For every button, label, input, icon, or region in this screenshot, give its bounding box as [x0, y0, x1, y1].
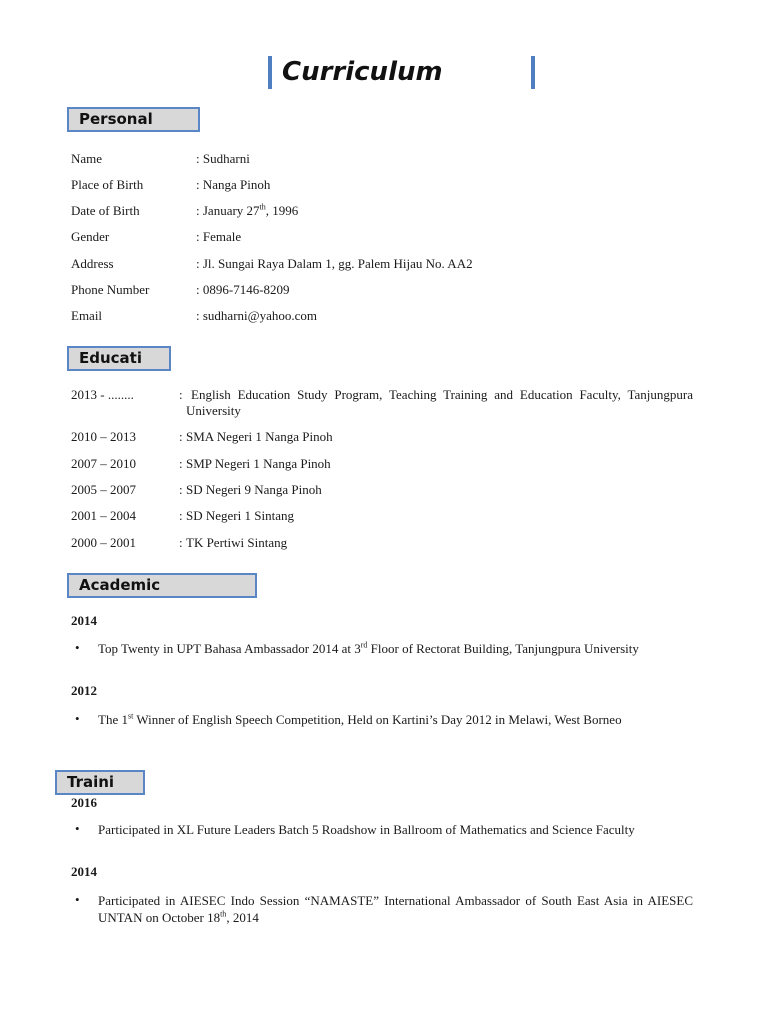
education-year: 2013 - ........	[71, 387, 134, 402]
personal-value: : Sudharni	[196, 151, 250, 166]
bullet-icon: •	[75, 892, 80, 907]
training-item-text: Participated in XL Future Leaders Batch 5 Roadshow in Ballroom of Mathematics and Science Faculty	[98, 822, 635, 837]
personal-value: : January 27th, 1996	[196, 202, 299, 218]
title-bar-right	[531, 56, 535, 89]
education-colon: :	[179, 429, 183, 444]
personal-label: Email	[71, 308, 103, 323]
bullet-icon: •	[75, 640, 80, 655]
personal-label: Date of Birth	[71, 203, 140, 218]
academic-item-text: The 1st Winner of English Speech Competition, Held on Kartini’s Day 2012 in Melawi, West Borneo	[98, 711, 622, 727]
bullet-icon: •	[75, 821, 80, 836]
education-colon: :	[179, 387, 183, 402]
education-text: SMA Negeri 1 Nanga Pinoh	[186, 429, 333, 444]
education-year: 2010 – 2013	[71, 429, 136, 444]
section-header-education: Educati	[67, 346, 171, 371]
education-text: SD Negeri 9 Nanga Pinoh	[186, 482, 322, 497]
title-bar-left	[268, 56, 272, 89]
education-colon: :	[179, 482, 183, 497]
personal-label: Phone Number	[71, 282, 150, 297]
page-title: Curriculum	[282, 57, 443, 87]
training-year: 2016	[71, 795, 97, 810]
education-colon: :	[179, 508, 183, 523]
education-text: TK Pertiwi Sintang	[186, 535, 288, 550]
academic-year: 2014	[71, 613, 97, 628]
section-header-academic: Academic	[67, 573, 257, 598]
education-year: 2007 – 2010	[71, 456, 136, 471]
personal-label: Name	[71, 151, 103, 166]
education-colon: :	[179, 535, 183, 550]
academic-item-text: Top Twenty in UPT Bahasa Ambassador 2014 at 3rd Floor of Rectorat Building, Tanjungpura University	[98, 640, 639, 656]
education-text: SD Negeri 1 Sintang	[186, 508, 294, 523]
section-header-training: Traini	[55, 770, 145, 795]
education-text: English Education Study Program, Teaching Training and Education Faculty, Tanjungpura University	[186, 387, 693, 418]
title-block	[268, 56, 538, 90]
personal-value: : Jl. Sungai Raya Dalam 1, gg. Palem Hijau No. AA2	[196, 256, 473, 271]
academic-year: 2012	[71, 683, 97, 698]
education-colon: :	[179, 456, 183, 471]
personal-value: : Female	[196, 229, 242, 244]
personal-label: Place of Birth	[71, 177, 144, 192]
personal-value: : sudharni@yahoo.com	[196, 308, 318, 323]
education-year: 2001 – 2004	[71, 508, 136, 523]
education-text: SMP Negeri 1 Nanga Pinoh	[186, 456, 331, 471]
training-year: 2014	[71, 864, 97, 879]
education-year: 2000 – 2001	[71, 535, 136, 550]
personal-label: Address	[71, 256, 114, 271]
section-header-personal: Personal	[67, 107, 200, 132]
personal-value: : Nanga Pinoh	[196, 177, 271, 192]
bullet-icon: •	[75, 711, 80, 726]
education-year: 2005 – 2007	[71, 482, 136, 497]
personal-label: Gender	[71, 229, 110, 244]
personal-value: : 0896-7146-8209	[196, 282, 290, 297]
training-item-text: Participated in AIESEC Indo Session “NAMASTE” International Ambassador of South East Asia in AIESEC UNTAN on October 18th, 2014	[98, 893, 693, 925]
